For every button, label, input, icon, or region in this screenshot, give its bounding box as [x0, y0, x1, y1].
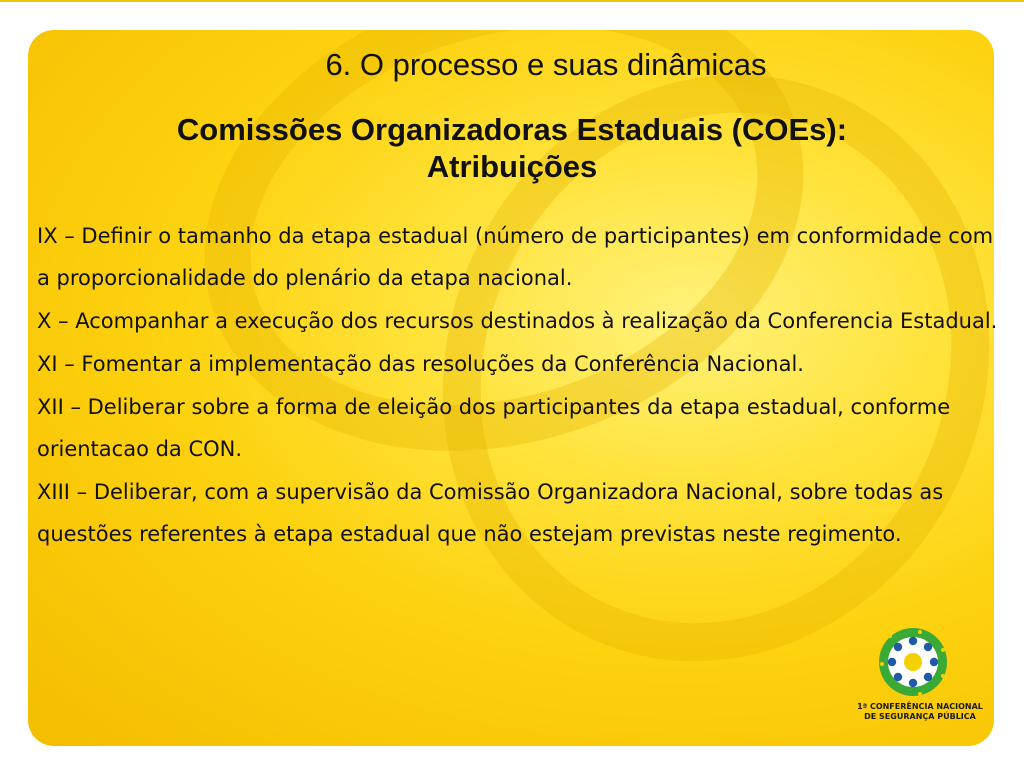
- attributions-list: [37, 215, 1012, 556]
- logo-caption-line: 1ª CONFERÊNCIA NACIONAL: [857, 702, 983, 711]
- list-item: XI – Fomentar a implementação das resoluções da Conferência Nacional.: [37, 352, 804, 376]
- list-item: X – Acompanhar a execução dos recursos destinados à realização da Conferencia Estadual.: [37, 309, 998, 333]
- slide-title-line: Atribuições: [426, 149, 598, 184]
- list-item: XIII – Deliberar, com a supervisão da Comissão Organizadora Nacional, sobre todas as questões referentes à etapa estadual que não estejam previstas neste regimento.: [37, 480, 944, 546]
- slide-title-line: Comissões Organizadoras Estaduais (COEs):: [176, 112, 848, 147]
- list-item: IX – Definir o tamanho da etapa estadual (número de participantes) em conformidade com a proporcionalidade do plenário da etapa nacional.: [37, 224, 994, 290]
- list-item: XII – Deliberar sobre a forma de eleição dos participantes da etapa estadual, conforme orientacao da CON.: [37, 395, 951, 461]
- slide-title: [40, 111, 984, 185]
- conference-logo: [850, 624, 990, 742]
- logo-caption: [850, 702, 990, 722]
- section-subtitle: 6. O processo e suas dinâmicas: [325, 47, 767, 82]
- logo-caption-line: DE SEGURANÇA PÚBLICA: [864, 712, 976, 721]
- conference-emblem-icon: [850, 624, 990, 704]
